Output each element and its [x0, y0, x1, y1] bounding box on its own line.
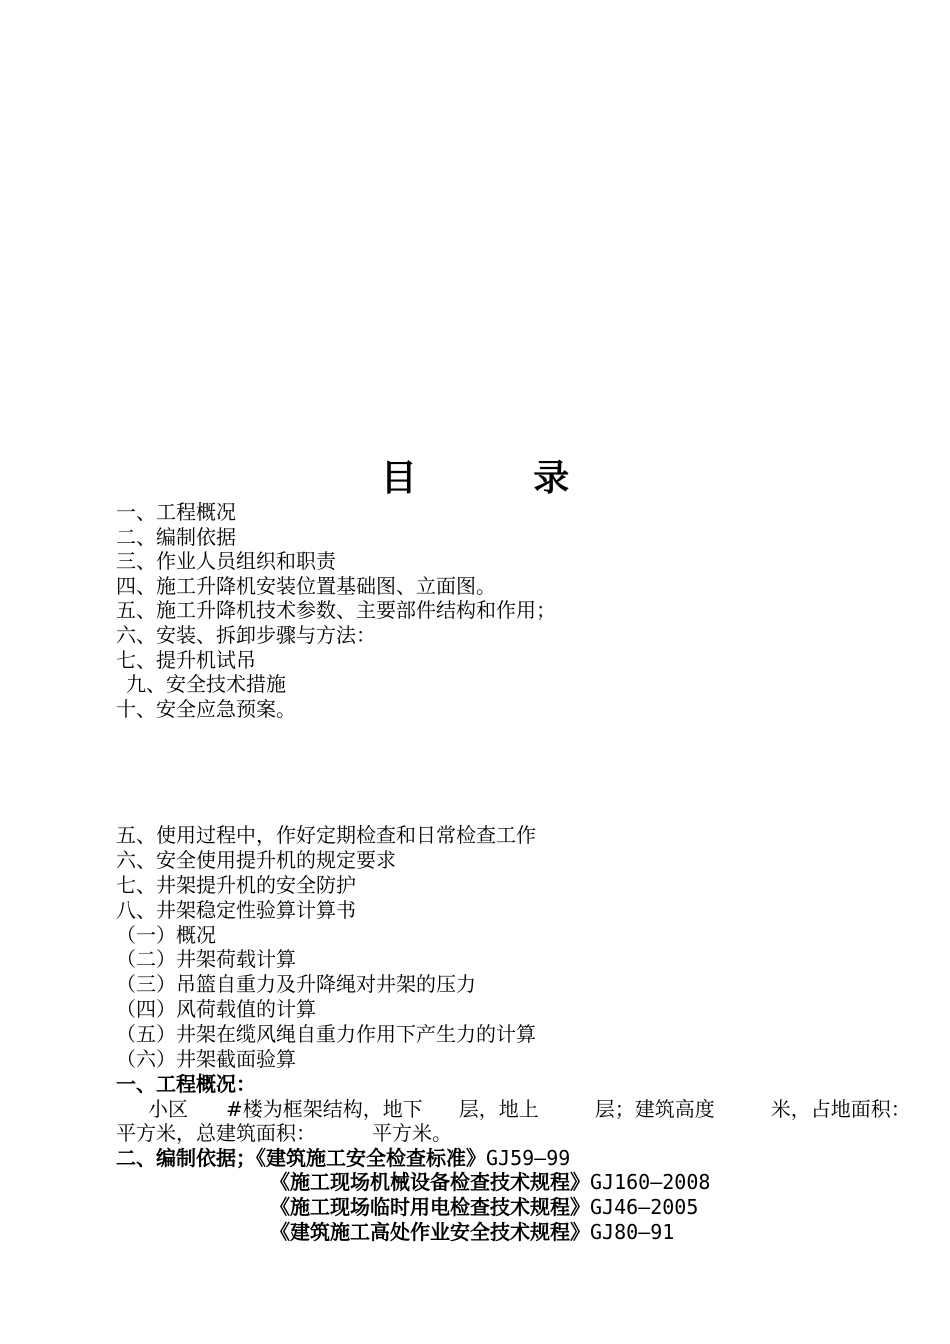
document-body — [116, 1072, 936, 1244]
toc-item: （二）井架荷载计算 — [116, 947, 296, 972]
toc-item: 五、使用过程中，作好定期检查和日常检查工作 — [116, 823, 536, 847]
overview-text: 小区 — [148, 1096, 188, 1121]
standard-name: 《施工现场机械设备检查技术规程》 — [270, 1170, 590, 1195]
overview-text: 层；建筑高度 — [594, 1096, 715, 1121]
toc-item: 三、作业人员组织和职责 — [116, 549, 336, 574]
toc-item: 九、安全技术措施 — [126, 672, 286, 697]
section-heading-project-overview: 一、工程概况： — [116, 1072, 256, 1096]
toc-item: 二、编制依据 — [116, 524, 236, 549]
standard-name: 《建筑施工高处作业安全技术规程》 — [270, 1219, 590, 1244]
overview-text: 层，地上 — [458, 1096, 539, 1121]
toc-item: （四）风荷载值的计算 — [116, 997, 316, 1022]
toc-item: 六、安装、拆卸步骤与方法： — [116, 622, 376, 647]
standard-code: GJ59—99 — [486, 1145, 571, 1170]
standard-line — [116, 1195, 936, 1220]
table-of-contents — [116, 500, 556, 721]
toc-item: 十、安全应急预案。 — [116, 696, 296, 721]
toc-item: 六、安全使用提升机的规定要求 — [116, 847, 396, 872]
toc-item: 五、施工升降机技术参数、主要部件结构和作用； — [116, 598, 556, 623]
table-of-contents-continued — [116, 823, 536, 1072]
standard-line — [116, 1220, 936, 1245]
toc-item: （三）吊篮自重力及升降绳对井架的压力 — [116, 972, 476, 997]
toc-item: 一、工程概况 — [116, 500, 236, 524]
overview-text: 米，占地面积： — [770, 1096, 911, 1121]
toc-item: （六）井架截面验算 — [116, 1047, 296, 1072]
page-title: 目 录 — [380, 458, 622, 499]
basis-first-line — [116, 1146, 936, 1171]
project-overview-line-2 — [116, 1121, 936, 1146]
toc-item: 四、施工升降机安装位置基础图、立面图。 — [116, 573, 496, 598]
standard-code: GJ46—2005 — [590, 1194, 699, 1219]
overview-text: 平方米。 — [372, 1121, 452, 1146]
standard-name: 《建筑施工安全检查标准》 — [256, 1145, 486, 1170]
overview-text: 平方米，总建筑面积： — [116, 1121, 316, 1146]
overview-text: #楼为框架结构，地下 — [226, 1096, 423, 1121]
standard-code: GJ160—2008 — [590, 1170, 711, 1195]
standard-code: GJ80—91 — [590, 1219, 675, 1244]
project-overview-line-1 — [116, 1097, 936, 1122]
standard-name: 《施工现场临时用电检查技术规程》 — [270, 1194, 590, 1219]
toc-item: 七、提升机试吊 — [116, 647, 256, 672]
toc-item: 七、井架提升机的安全防护 — [116, 872, 356, 897]
toc-item: （一）概况 — [116, 922, 216, 947]
section-heading-basis: 二、编制依据； — [116, 1145, 256, 1170]
toc-item: 八、井架稳定性验算计算书 — [116, 897, 356, 922]
standard-line — [116, 1170, 936, 1195]
toc-item: （五）井架在缆风绳自重力作用下产生力的计算 — [116, 1022, 536, 1047]
